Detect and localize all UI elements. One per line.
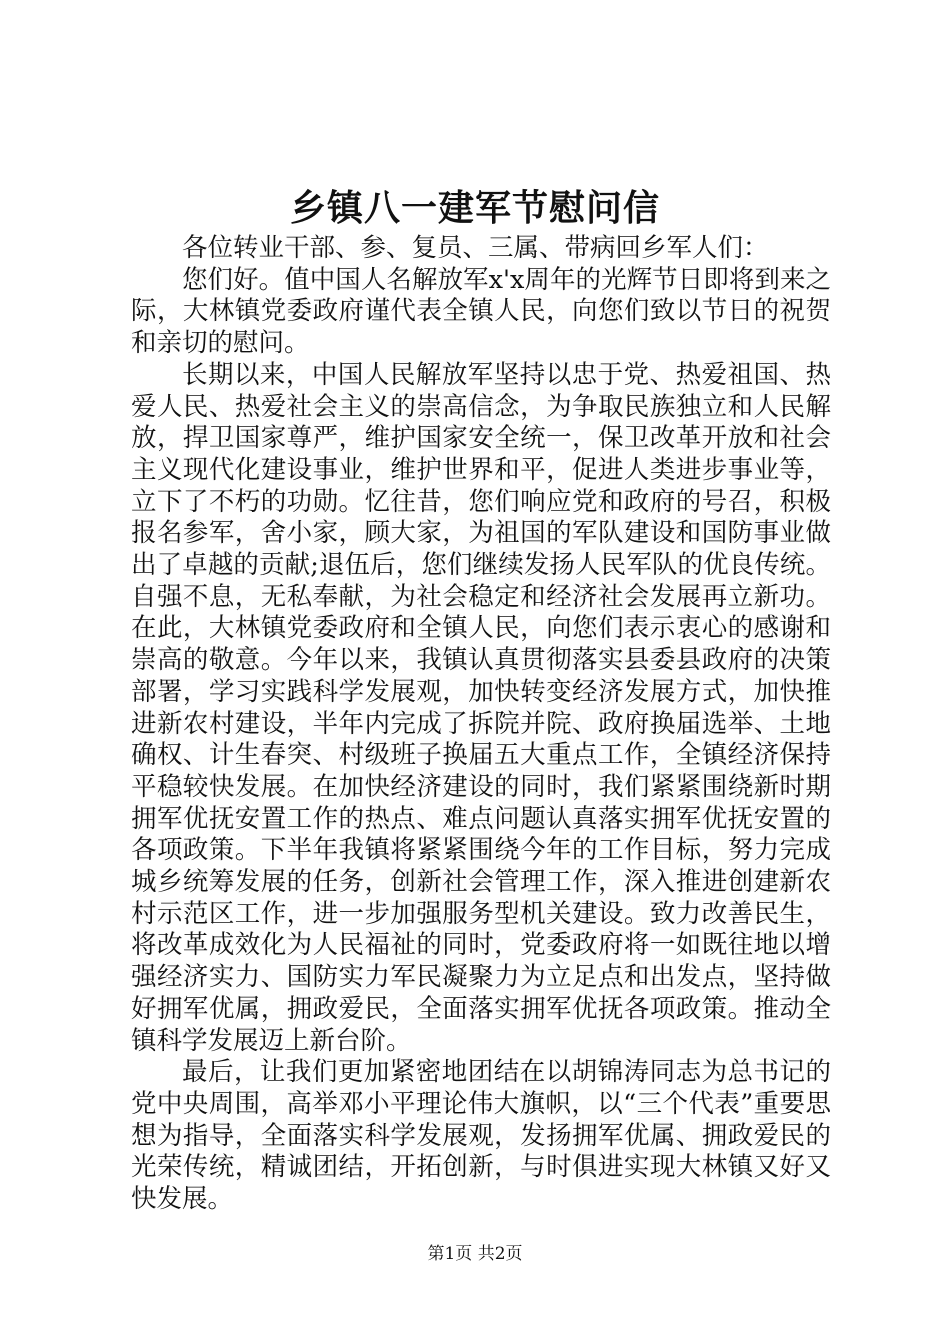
paragraph-main: 长期以来，中国人民解放军坚持以忠于党、热爱祖国、热爱人民、热爱社会主义的崇高信念，为争取民族独立和人民解放，捍卫国家尊严，维护国家安全统一，保卫改革开放和社会主义现代化建设事业，维护世界和平，促进人类进步事业等，立下了不朽的功勋。忆往昔，您们响应党和政府的号召，积极报名参军，舍小家，顾大家，为祖国的军队建设和国防事业做出了卓越的贡献;退伍后，您们继续发扬人民军队的优良传统。自强不息，无私奉献，为社会稳定和经济社会发展再立新功。在此，大林镇党委政府和全镇人民，向您们表示衷心的感谢和崇高的敬意。今年以来，我镇认真贯彻落实县委县政府的决策部署，学习实践科学发展观，加快转变经济发展方式，加快推进新农村建设，半年内完成了拆院并院、政府换届选举、土地确权、计生春突、村级班子换届五大重点工作，全镇经济保持平稳较快发展。在加快经济建设的同时，我们紧紧围绕新时期拥军优抚安置工作的热点、难点问题认真落实拥军优抚安置的各项政策。下半年我镇将紧紧围绕今年的工作目标，努力完成城乡统筹发展的任务，创新社会管理工作，深入推进创建新农村示范区工作，进一步加强服务型机关建设。致力改善民生，将改革成效化为人民福祉的同时，党委政府将一如既往地以增强经济实力、国防实力军民凝聚力为立足点和出发点，坚持做好拥军优属，拥政爱民，全面落实拥军优抚各项政策。推动全镇科学发展迈上新台阶。 (131, 359, 831, 1056)
salutation: 各位转业干部、参、复员、三属、带病回乡军人们： (182, 233, 769, 263)
paragraph-greeting: 您们好。值中国人名解放军x'x周年的光辉节日即将到来之际，大林镇党委政府谨代表全镇人民，向您们致以节日的祝贺和亲切的慰问。 (131, 264, 831, 359)
document-title: 乡镇八一建军节慰问信 (289, 187, 660, 229)
paragraph-closing: 最后，让我们更加紧密地团结在以胡锦涛同志为总书记的党中央周围，高举邓小平理论伟大旗帜，以“三个代表”重要思想为指导，全面落实科学发展观，发扬拥军优属、拥政爱民的光荣传统，精诚团结，开拓创新，与时俱进实现大林镇又好又快发展。 (131, 1057, 831, 1215)
letter-body (131, 233, 831, 1216)
page-number: 第1页 共2页 (427, 1244, 523, 1264)
